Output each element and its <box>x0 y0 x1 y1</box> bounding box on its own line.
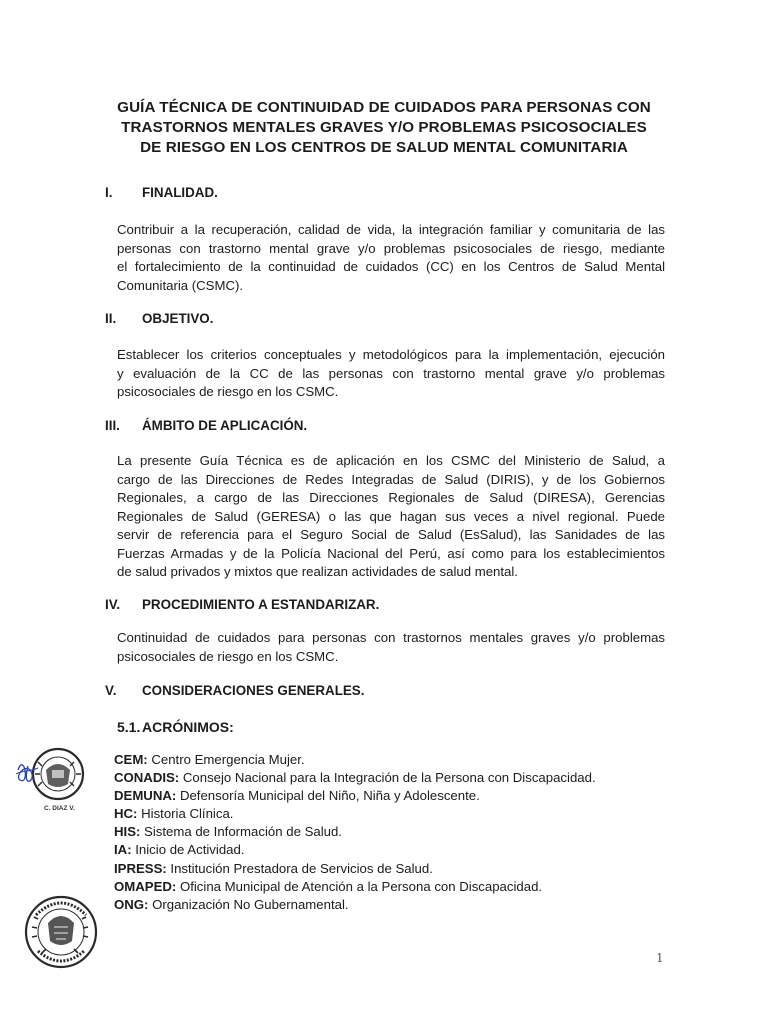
paragraph-line: Continuidad de cuidados para personas con trastornos mentales graves y/o problemas <box>117 630 665 645</box>
acronym-abbr: HIS: <box>114 824 141 840</box>
official-stamp-2 <box>22 893 100 971</box>
section-title: OBJETIVO. <box>142 311 214 326</box>
acronym-desc: Consejo Nacional para la Integración de la Persona con Discapacidad. <box>179 770 596 786</box>
paragraph-objetivo <box>117 346 665 402</box>
acronym-desc: Historia Clínica. <box>137 806 234 822</box>
section-number: V. <box>105 683 117 698</box>
title-line-1: GUÍA TÉCNICA DE CONTINUIDAD DE CUIDADOS PARA PERSONAS CON <box>117 99 651 116</box>
section-number: I. <box>105 185 113 200</box>
acronym-desc: Centro Emergencia Mujer. <box>147 752 305 767</box>
title-line-2: TRASTORNOS MENTALES GRAVES Y/O PROBLEMAS PSICOSOCIALES <box>121 119 647 136</box>
title-line-3: DE RIESGO EN LOS CENTROS DE SALUD MENTAL COMUNITARIA <box>140 139 628 156</box>
section-title: PROCEDIMIENTO A ESTANDARIZAR. <box>142 597 380 612</box>
paragraph-line: psicosociales de riesgo en los CSMC. <box>117 648 339 664</box>
subsection-number: 5.1. <box>117 719 141 735</box>
acronym-item <box>114 787 674 805</box>
paragraph-line: cargo de las Direcciones de Redes Integradas de Salud (DIRIS), y de los Gobiernos <box>117 471 665 487</box>
acronym-list <box>114 751 674 914</box>
paragraph-ambito <box>117 452 665 582</box>
acronym-abbr: OMAPED: <box>114 878 177 894</box>
section-number: III. <box>105 418 120 433</box>
acronym-desc: Oficina Municipal de Atención a la Persona con Discapacidad. <box>176 878 543 894</box>
paragraph-line: La presente Guía Técnica es de aplicación en los CSMC del Ministerio de Salud, a <box>117 453 665 468</box>
section-title: ÁMBITO DE APLICACIÓN. <box>142 418 308 433</box>
section-title: CONSIDERACIONES GENERALES. <box>142 683 365 698</box>
acronym-desc: Organización No Gubernamental. <box>148 896 349 912</box>
subsection-title: ACRÓNIMOS: <box>142 719 234 735</box>
paragraph-line: de salud privados y mixtos que realizan actividades de salud mental. <box>117 564 518 579</box>
paragraph-line: Regionales, a cargo de las Direcciones Regionales de Salud (DIRESA), Gerencias <box>117 490 665 505</box>
paragraph-line: psicosociales de riesgo en los CSMC. <box>117 384 339 399</box>
acronym-item <box>114 896 674 914</box>
section-number: IV. <box>105 597 121 612</box>
section-number: II. <box>105 311 117 326</box>
paragraph-procedimiento <box>117 629 665 666</box>
acronym-abbr: HC: <box>114 806 138 822</box>
section-title: FINALIDAD. <box>142 185 218 200</box>
acronym-item <box>114 769 674 787</box>
paragraph-line: Comunitaria (CSMC). <box>117 277 244 293</box>
acronym-item <box>114 751 674 769</box>
paragraph-line: Regionales de Salud (GERESA) o las que hagan sus veces a nivel regional. Puede <box>117 508 665 524</box>
stamp-1-label: C. DIAZ V. <box>44 805 75 812</box>
acronym-abbr: IPRESS: <box>114 860 167 876</box>
acronym-item <box>114 841 674 859</box>
acronym-item <box>114 805 674 823</box>
page-number: 1 <box>656 951 664 965</box>
paragraph-line: servir de referencia para el Seguro Social de Salud (EsSalud), las Sanidades de las <box>117 527 665 542</box>
acronym-desc: Institución Prestadora de Servicios de Salud. <box>166 860 433 876</box>
acronym-abbr: ONG: <box>114 896 149 912</box>
acronym-abbr: CEM: <box>114 752 148 767</box>
acronym-item <box>114 860 674 878</box>
acronym-desc: Defensoría Municipal del Niño, Niña y Adolescente. <box>176 788 480 804</box>
acronym-abbr: IA: <box>114 842 132 858</box>
acronym-item <box>114 878 674 896</box>
acronym-item <box>114 823 674 841</box>
acronym-abbr: CONADIS: <box>114 770 180 786</box>
acronym-abbr: DEMUNA: <box>114 788 177 804</box>
paragraph-line: Contribuir a la recuperación, calidad de vida, la integración familiar y comunitaria de las <box>117 222 665 237</box>
paragraph-line: el fortalecimiento de la continuidad de cuidados (CC) en los Centros de Salud Mental <box>117 259 665 274</box>
document-title <box>100 98 668 158</box>
paragraph-line: y evaluación de la CC de las personas con trastorno mental grave y/o problemas <box>117 365 665 381</box>
paragraph-line: Establecer los criterios conceptuales y metodológicos para la implementación, ejecución <box>117 347 665 362</box>
paragraph-finalidad <box>117 221 665 295</box>
acronym-desc: Inicio de Actividad. <box>131 842 245 858</box>
paragraph-line: Fuerzas Armadas y de la Policía Nacional del Perú, así como para los establecimientos <box>117 545 665 561</box>
paragraph-line: personas con trastorno mental grave y/o problemas psicosociales de riesgo, mediante <box>117 240 665 256</box>
acronym-desc: Sistema de Información de Salud. <box>140 824 342 840</box>
